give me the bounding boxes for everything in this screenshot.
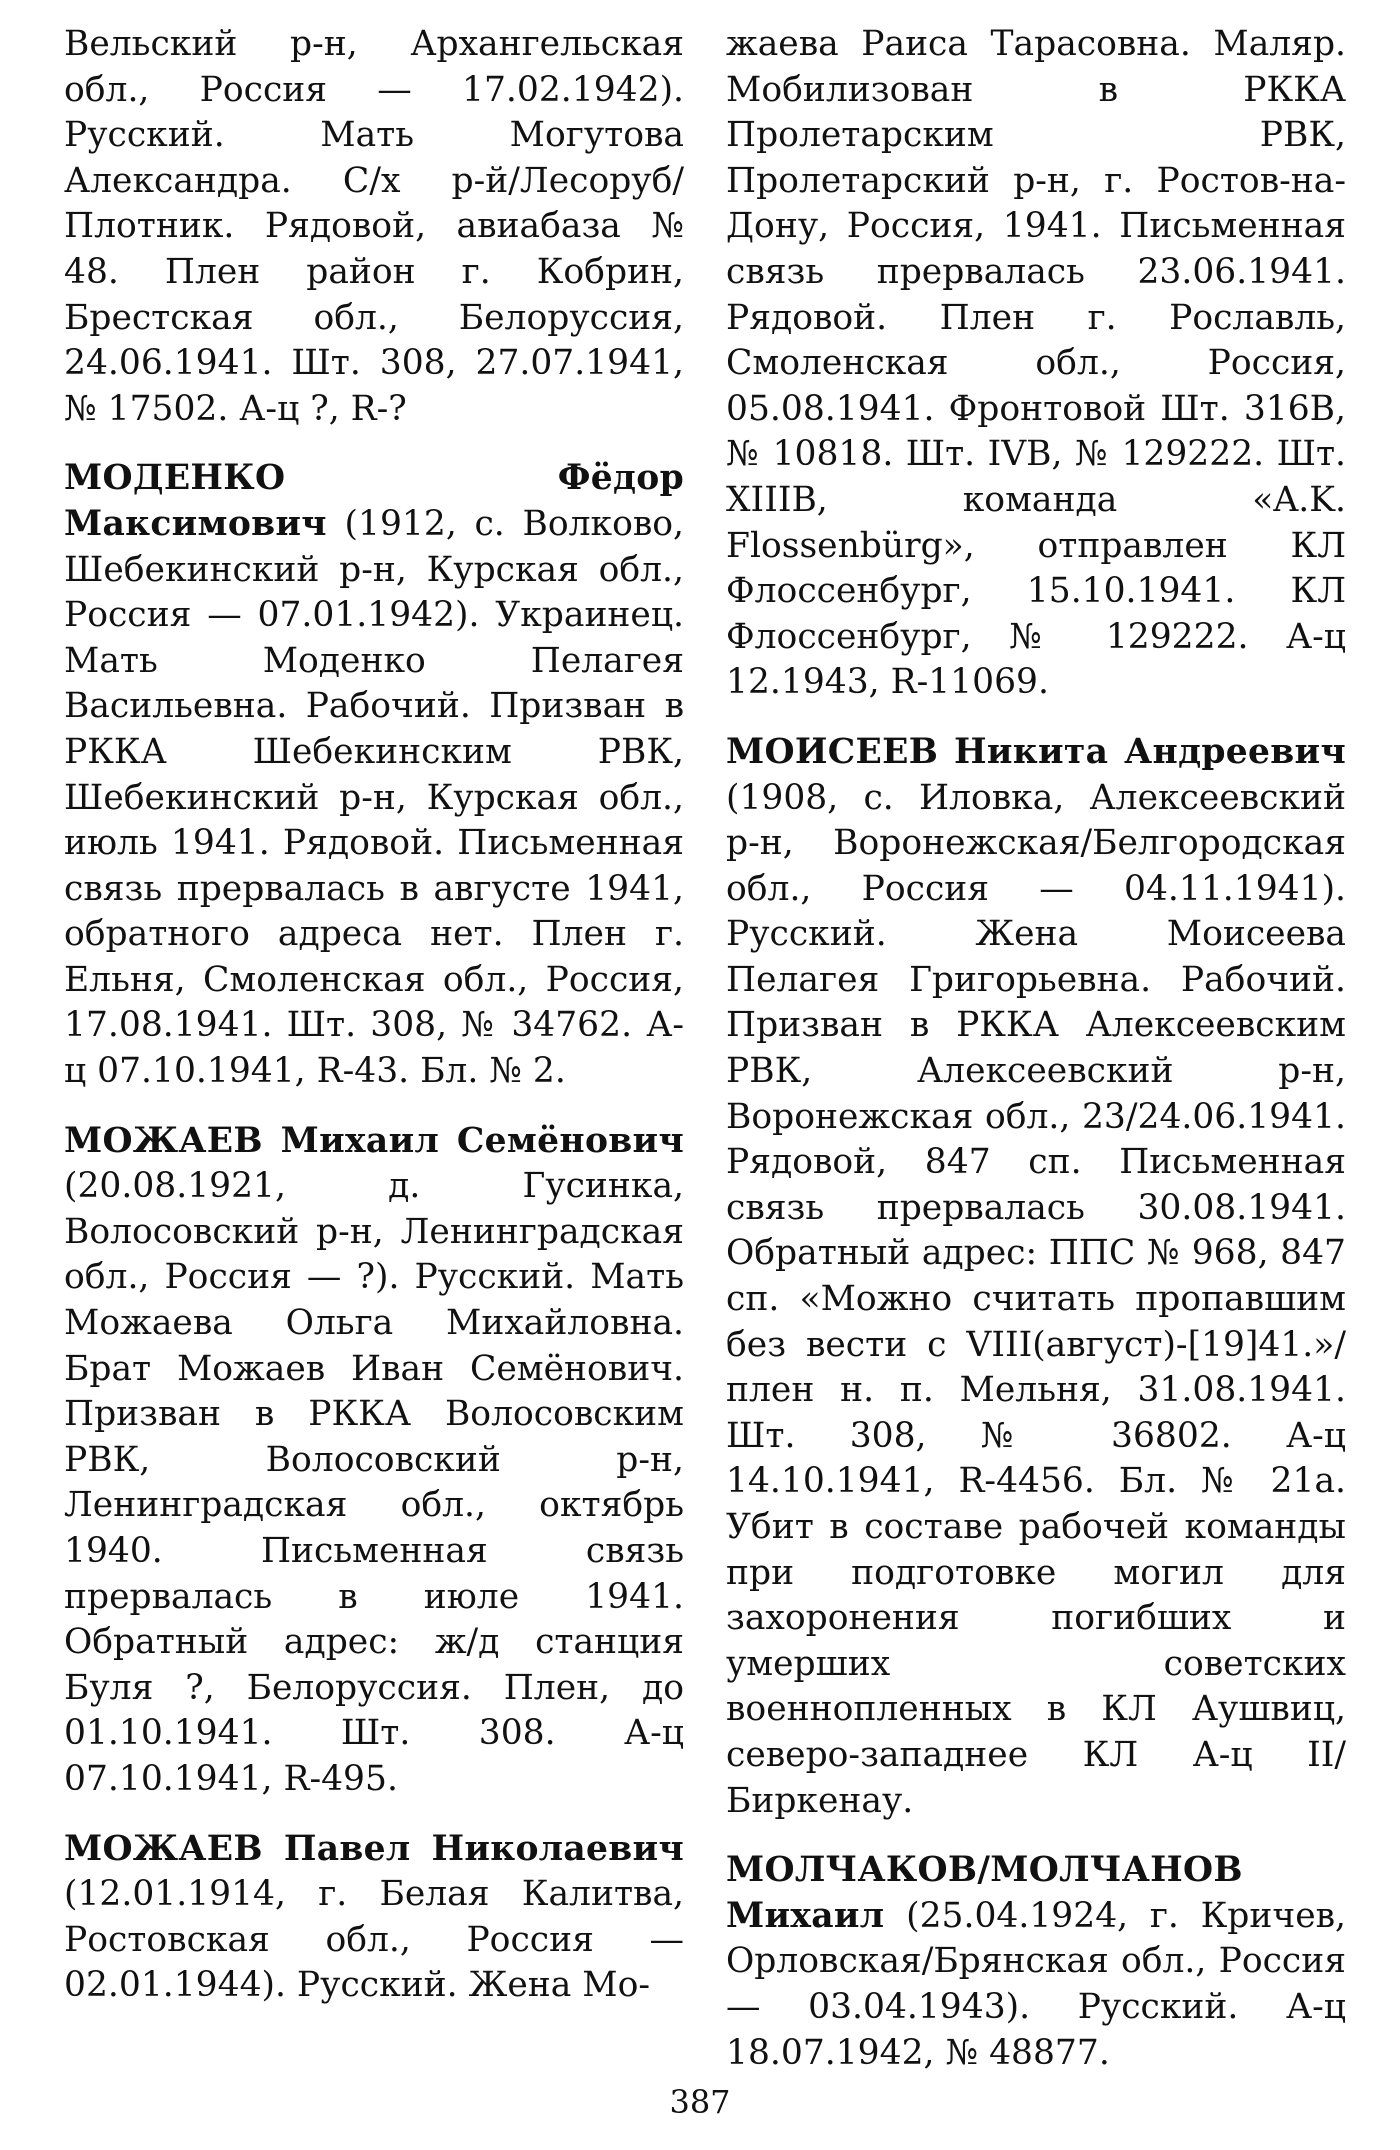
page-number: 387	[669, 2083, 731, 2121]
entry-name: МОЖАЕВ Павел Николаевич	[64, 1828, 684, 1869]
entry-text: (12.01.1914, г. Белая Калитва, Ростовская обл., Россия — 02.01.1944). Русский. Жена Мо-	[64, 1874, 684, 2006]
entry-moiseev-nikita	[726, 730, 1346, 1824]
entry-text: (20.08.1921, д. Гусинка, Волосовский р-н, Ленинградская обл., Россия — ?). Русский. Мать Можаева Ольга Михайловна. Брат Можаев Иван Семёнович. Призван в РККА Волосовским РВК, Волосовский р-н, Ленинградская обл., октябрь 1940. Письменная связь прервалась в июле 1941. Обратный адрес: ж/д станция Буля ?, Белоруссия. Плен, до 01.10.1941. Шт. 308. А-ц 07.10.1941, R-495.	[64, 1166, 684, 1799]
right-column	[726, 22, 1346, 2100]
entry-mozhaev-pavel	[64, 1827, 684, 2009]
entry-name: МОДЕНКО Фёдор Максимович	[64, 458, 684, 544]
entry-name: МОЖАЕВ Михаил Семёнович	[64, 1120, 684, 1161]
entry-text: (1908, с. Иловка, Алексеевский р-н, Воронежская/Белгородская обл., Россия — 04.11.1941). Русский. Жена Моисеева Пелагея Григорьевна. Рабочий. Призван в РККА Алексеевским РВК, Алексеевский р-н, Воронежская обл., 23/24.06.1941. Рядовой, 847 сп. Письменная связь прервалась 30.08.1941. Обратный адрес: ППС № 968, 847 сп. «Можно считать пропавшим без вести с VIII(август)-[19]41.»/плен н. п. Мельня, 31.08.1941. Шт. 308, № 36802. А-ц 14.10.1941, R-4456. Бл. № 21а. Убит в составе рабочей команды при подготовке могил для захоронения погибших и умерших советских военнопленных в КЛ Аушвиц, северо-западнее КЛ А-ц II/Биркенау.	[726, 777, 1346, 1821]
entry-name: МОЛЧАКОВ/МОЛЧАНОВ Михаил	[726, 1850, 1243, 1936]
entry-text: (1912, с. Волково, Шебекинский р-н, Курская обл., Россия — 07.01.1942). Украинец. Мать Моденко Пелагея Васильевна. Рабочий. Призван в РККА Шебекинским РВК, Шебекинский р-н, Курская обл., июль 1941. Рядовой. Письменная связь прервалась в августе 1941, обратного адреса нет. Плен г. Ельня, Смоленская обл., Россия, 17.08.1941. Шт. 308, № 34762. А-ц 07.10.1941, R-43. Бл. № 2.	[64, 503, 684, 1092]
entry-name: МОИСЕЕВ Никита Андреевич	[726, 731, 1346, 772]
left-column	[64, 22, 684, 2033]
entry-modenko-fedor	[64, 456, 684, 1094]
entry-continuation: жаева Раиса Тарасовна. Маляр. Мобилизован в РККА Пролетарским РВК, Пролетарский р-н, г. Ростов-на-Дону, Россия, 1941. Письменная связь прервалась 23.06.1941. Рядовой. Плен г. Рославль, Смоленская обл., Россия, 05.08.1941. Фронтовой Шт. 316B, № 10818. Шт. IVB, № 129222. Шт. XIIIB, команда «A.K. Flossenbürg», отправлен КЛ Флоссенбург, 15.10.1941. КЛ Флоссенбург, № 129222. А-ц 12.1943, R-11069.	[726, 24, 1346, 703]
entry-continuation: Вельский р-н, Архангельская обл., Россия — 17.02.1942). Русский. Мать Могутова Александра. С/х р-й/Лесоруб/Плотник. Рядовой, авиабаза № 48. Плен район г. Кобрин, Брестская обл., Белоруссия, 24.06.1941. Шт. 308, 27.07.1941, № 17502. А-ц ?, R-?	[64, 24, 684, 429]
entry-text: (25.04.1924, г. Кричев, Орловская/Брянская обл., Россия — 03.04.1943). Русский. А-ц 18.07.1942, № 48877.	[726, 1895, 1346, 2073]
entry-mozhaev-mikhail	[64, 1119, 684, 1803]
entry-molchakov-mikhail	[726, 1848, 1346, 2076]
